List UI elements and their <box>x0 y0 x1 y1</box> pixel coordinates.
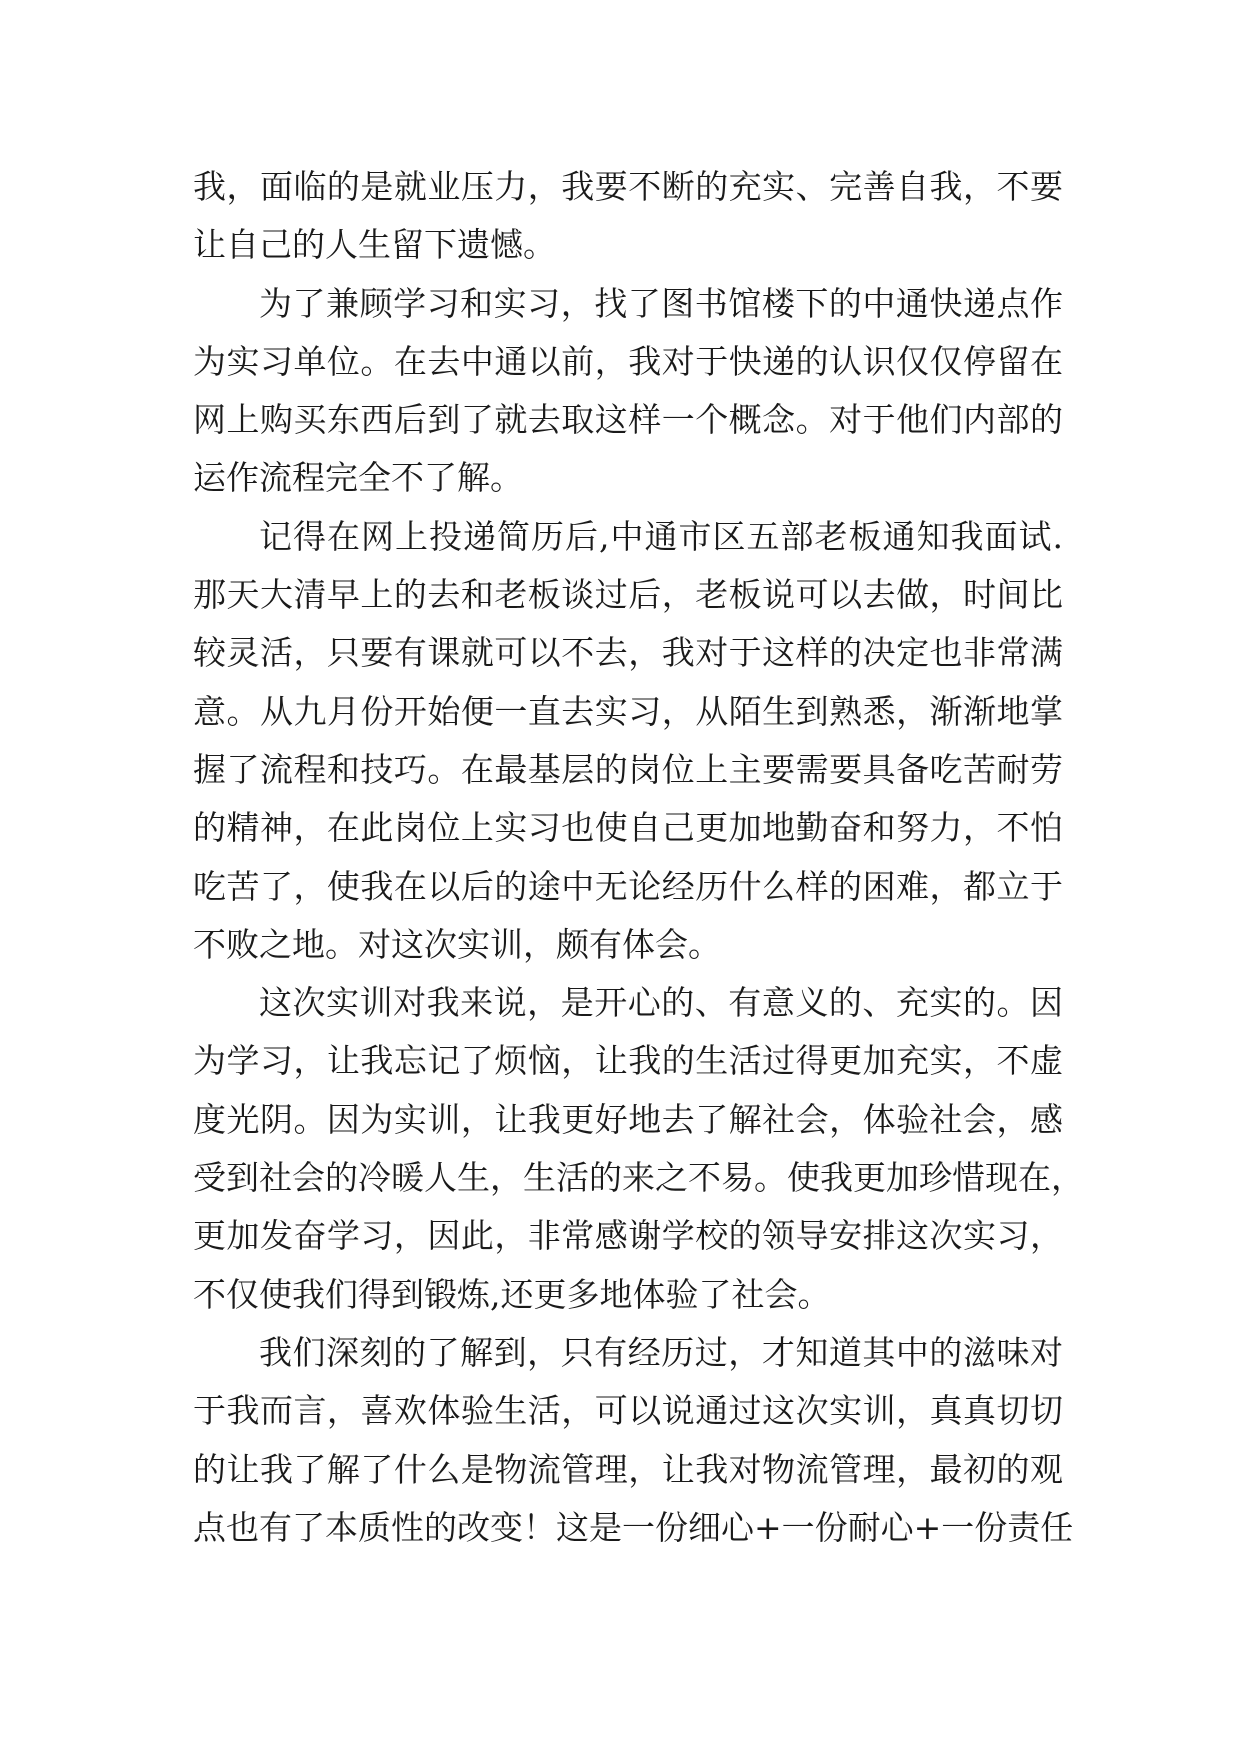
text-line: 记得在网上投递简历后,中通市区五部老板通知我面试. <box>259 516 1063 556</box>
text-line: 这次实训对我来说，是开心的、有意义的、充实的。因 <box>259 983 1063 1023</box>
text-line: 为实习单位。在去中通以前，我对于快递的认识仅仅停留在 <box>193 341 1063 381</box>
paragraph-4 <box>193 974 1084 1324</box>
text-line: 为了兼顾学习和实习，找了图书馆楼下的中通快递点作 <box>259 283 1063 323</box>
text-line: 较灵活，只要有课就可以不去，我对于这样的决定也非常满 <box>193 633 1063 673</box>
text-line: 度光阴。因为实训，让我更好地去了解社会，体验社会，感 <box>193 1099 1063 1139</box>
text-line: 让自己的人生留下遗憾。 <box>193 225 556 265</box>
text-line: 我们深刻的了解到，只有经历过，才知道其中的滋味对 <box>259 1332 1063 1372</box>
paragraph-5 <box>193 1324 1074 1557</box>
text-line: 更加发奋学习，因此，非常感谢学校的领导安排这次实习， <box>193 1216 1063 1256</box>
text-line: 网上购买东西后到了就去取这样一个概念。对于他们内部的 <box>193 400 1063 440</box>
text-line: 的精神，在此岗位上实习也使自己更加地勤奋和努力，不怕 <box>193 808 1063 848</box>
paragraph-3 <box>193 508 1063 974</box>
text-line: 那天大清早上的去和老板谈过后，老板说可以去做，时间比 <box>193 575 1063 615</box>
body-text <box>193 158 1084 1557</box>
text-line: 受到社会的冷暖人生，生活的来之不易。使我更加珍惜现在， <box>193 1158 1084 1198</box>
text-line: 的让我了解了什么是物流管理，让我对物流管理，最初的观 <box>193 1449 1063 1489</box>
paragraph-2 <box>193 275 1063 508</box>
paragraph-1 <box>193 158 1063 275</box>
text-line: 我，面临的是就业压力，我要不断的充实、完善自我，不要 <box>193 167 1063 206</box>
text-line: 为学习，让我忘记了烦恼，让我的生活过得更加充实，不虚 <box>193 1041 1063 1081</box>
text-line: 点也有了本质性的改变！这是一份细心+一份耐心+一份责任 <box>193 1507 1074 1547</box>
text-line: 意。从九月份开始便一直去实习，从陌生到熟悉，渐渐地掌 <box>193 691 1063 731</box>
text-line: 不仅使我们得到锻炼,还更多地体验了社会。 <box>193 1274 831 1314</box>
text-line: 于我而言，喜欢体验生活，可以说通过这次实训，真真切切 <box>193 1391 1063 1431</box>
text-line: 吃苦了，使我在以后的途中无论经历什么样的困难，都立于 <box>193 866 1063 906</box>
text-line: 不败之地。对这次实训，颇有体会。 <box>193 924 721 964</box>
text-line: 握了流程和技巧。在最基层的岗位上主要需要具备吃苦耐劳 <box>193 749 1063 789</box>
text-line: 运作流程完全不了解。 <box>193 458 523 498</box>
